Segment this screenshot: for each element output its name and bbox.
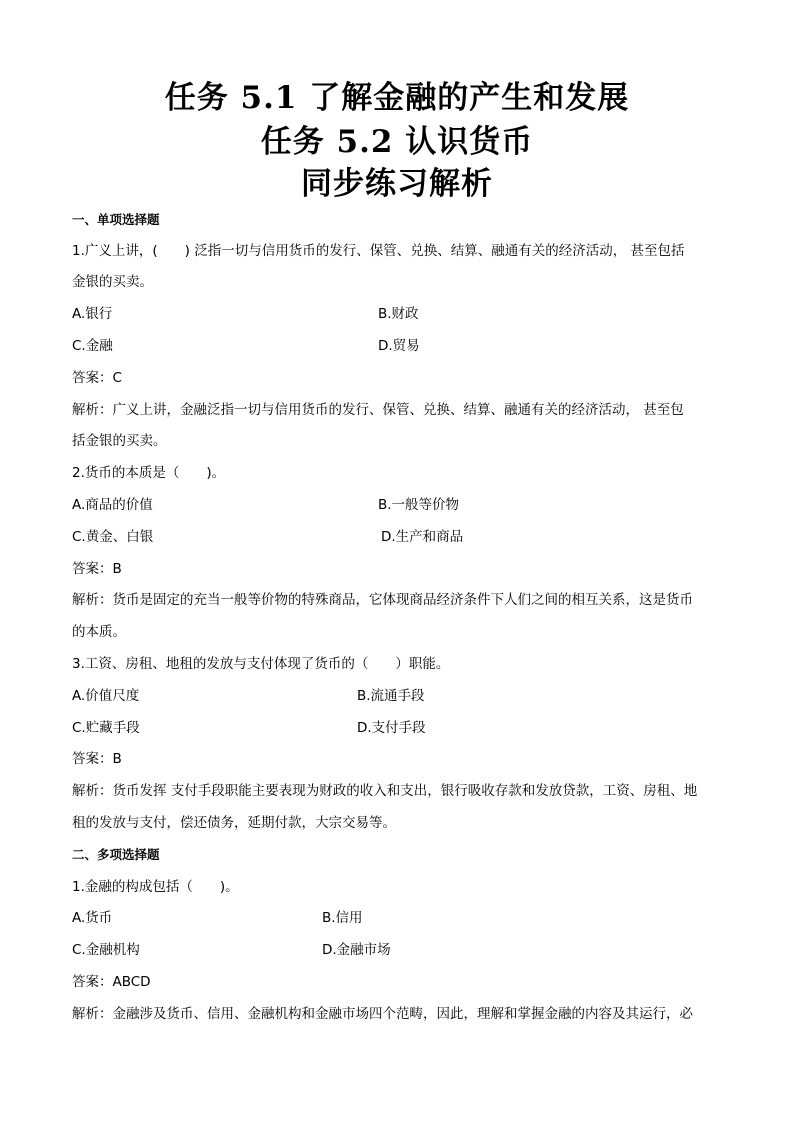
question-1-option-c: C.金融 bbox=[72, 338, 113, 354]
multi-question-1-stem: 1.金融的构成包括（ )。 bbox=[72, 879, 239, 895]
question-2-option-d: D.生产和商品 bbox=[381, 529, 464, 545]
question-2-analysis-line1: 解析：货币是固定的充当一般等价物的特殊商品，它体现商品经济条件下人们之间的相互关系，这是货币 bbox=[72, 592, 693, 608]
question-3-option-c: C.贮藏手段 bbox=[72, 720, 140, 736]
question-3-option-d: D.支付手段 bbox=[357, 720, 426, 736]
question-3-option-b: B.流通手段 bbox=[357, 688, 425, 704]
multi-question-1-option-a: A.货币 bbox=[72, 910, 113, 926]
question-2-stem: 2.货币的本质是（ )。 bbox=[72, 465, 226, 481]
multi-question-1-option-d: D.金融市场 bbox=[322, 942, 391, 958]
question-2-option-a: A.商品的价值 bbox=[72, 497, 153, 513]
question-1-analysis-line2: 括金银的买卖。 bbox=[72, 433, 167, 449]
multi-question-1-option-b: B.信用 bbox=[322, 910, 363, 926]
question-3-answer: 答案：B bbox=[72, 751, 122, 767]
multi-question-1-analysis-line1: 解析：金融涉及货币、信用、金融机构和金融市场四个范畴，因此，理解和掌握金融的内容及其运行，必 bbox=[72, 1006, 693, 1022]
section-heading-multiple-choice: 二、多项选择题 bbox=[72, 847, 160, 862]
question-1-stem-line2: 金银的买卖。 bbox=[72, 274, 153, 290]
question-1-answer: 答案：C bbox=[72, 370, 122, 386]
question-2-option-b: B.一般等价物 bbox=[378, 497, 460, 513]
title-task-5-1: 任务 5.1 了解金融的产生和发展 bbox=[164, 80, 630, 116]
question-3-analysis-line2: 租的发放与支付，偿还债务，延期付款，大宗交易等。 bbox=[72, 815, 396, 831]
multi-question-1-option-c: C.金融机构 bbox=[72, 942, 140, 958]
section-heading-single-choice: 一、单项选择题 bbox=[72, 212, 160, 227]
question-3-stem: 3.工资、房租、地租的发放与支付体现了货币的（ ）职能。 bbox=[72, 656, 450, 672]
question-1-option-b: B.财政 bbox=[378, 306, 419, 322]
question-1-analysis-line1: 解析：广义上讲，金融泛指一切与信用货币的发行、保管、兑换、结算、融通有关的经济活动， 甚至包 bbox=[72, 402, 684, 418]
title-exercise-analysis: 同步练习解析 bbox=[301, 166, 493, 202]
multi-question-1-answer: 答案：ABCD bbox=[72, 974, 151, 990]
question-1-option-d: D.贸易 bbox=[378, 338, 420, 354]
question-2-option-c: C.黄金、白银 bbox=[72, 529, 154, 545]
title-task-5-2: 任务 5.2 认识货币 bbox=[260, 124, 534, 160]
question-2-answer: 答案：B bbox=[72, 561, 122, 577]
question-3-option-a: A.价值尺度 bbox=[72, 688, 140, 704]
question-1-option-a: A.银行 bbox=[72, 306, 113, 322]
question-3-analysis-line1: 解析：货币发挥 支付手段职能主要表现为财政的收入和支出，银行吸收存款和发放贷款，工资、房租、地 bbox=[72, 783, 698, 799]
question-2-analysis-line2: 的本质。 bbox=[72, 624, 126, 640]
question-1-stem-line1: 1.广义上讲，( ) 泛指一切与信用货币的发行、保管、兑换、结算、融通有关的经济活动， 甚至包括 bbox=[72, 243, 685, 259]
